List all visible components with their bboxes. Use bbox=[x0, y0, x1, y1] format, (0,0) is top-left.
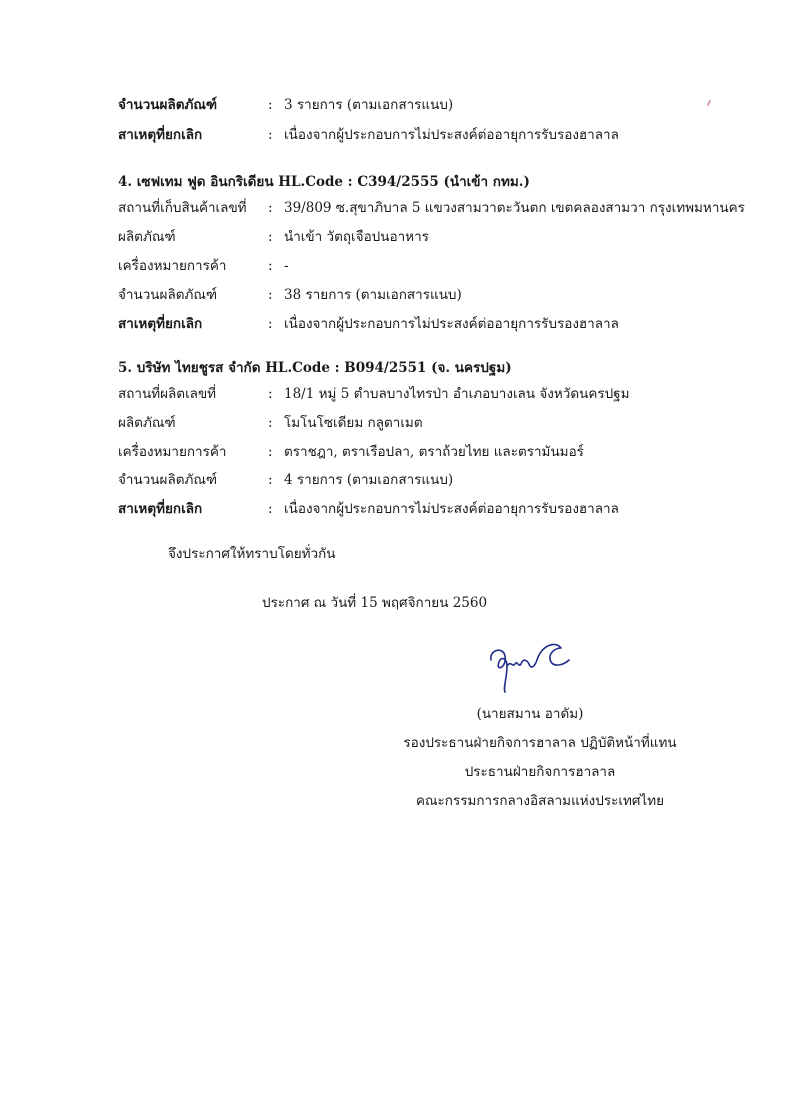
row-value: 3 รายการ (ตามเอกสารแนบ) bbox=[284, 97, 454, 113]
row-colon: : bbox=[268, 127, 273, 143]
sec5-row-reason bbox=[118, 500, 619, 518]
row-colon: : bbox=[268, 415, 273, 431]
handwritten-signature bbox=[485, 638, 575, 698]
row-colon: : bbox=[268, 501, 273, 517]
row-label: สาเหตุที่ยกเลิก bbox=[118, 501, 203, 517]
sec5-row-product bbox=[118, 414, 423, 432]
row-value: เนื่องจากผู้ประกอบการไม่ประสงค์ต่ออายุการรับรองฮาลาล bbox=[284, 127, 619, 143]
row-colon: : bbox=[268, 444, 273, 460]
row-value: 18/1 หมู่ 5 ตำบลบางไทรป่า อำเภอบางเลน จังหวัดนครปฐม bbox=[284, 386, 630, 402]
sec4-row-product bbox=[118, 228, 429, 246]
row-colon: : bbox=[268, 287, 273, 303]
row-label: จำนวนผลิตภัณฑ์ bbox=[118, 97, 218, 113]
row-value: 4 รายการ (ตามเอกสารแนบ) bbox=[284, 472, 454, 488]
row-value: เนื่องจากผู้ประกอบการไม่ประสงค์ต่ออายุการรับรองฮาลาล bbox=[284, 316, 619, 332]
sec4-row-location bbox=[118, 199, 745, 217]
row-value: ตราชฎา, ตราเรือปลา, ตราถ้วยไทย และตรามันมอร์ bbox=[284, 444, 584, 460]
row-label: เครื่องหมายการค้า bbox=[118, 258, 227, 274]
row-colon: : bbox=[268, 200, 273, 216]
row-value: เนื่องจากผู้ประกอบการไม่ประสงค์ต่ออายุการรับรองฮาลาล bbox=[284, 501, 619, 517]
sec4-heading: 4. เซฟเทม ฟูด อินกริเดียน HL.Code : C394/2555 (นำเข้า กทม.) bbox=[118, 174, 530, 190]
signer-title-3: คณะกรรมการกลางอิสลามแห่งประเทศไทย bbox=[415, 793, 665, 809]
row-label: เครื่องหมายการค้า bbox=[118, 444, 227, 460]
sec5-row-count bbox=[118, 471, 453, 489]
row-colon: : bbox=[268, 258, 273, 274]
sec3-row-count bbox=[118, 96, 453, 114]
row-value: 39/809 ซ.สุขาภิบาล 5 แขวงสามวาตะวันตก เขตคลองสามวา กรุงเทพมหานคร bbox=[284, 200, 745, 216]
signer-name: (นายสมาน อาดัม) bbox=[476, 706, 584, 722]
row-label: จำนวนผลิตภัณฑ์ bbox=[118, 287, 218, 303]
row-label: สถานที่ผลิตเลขที่ bbox=[118, 386, 217, 402]
stray-ink-mark bbox=[707, 100, 711, 106]
sec4-row-trademark bbox=[118, 257, 289, 275]
row-label: ผลิตภัณฑ์ bbox=[118, 229, 176, 245]
row-label: สาเหตุที่ยกเลิก bbox=[118, 316, 203, 332]
signer-title-2: ประธานฝ่ายกิจการฮาลาล bbox=[464, 764, 616, 780]
row-colon: : bbox=[268, 316, 273, 332]
sec5-row-trademark bbox=[118, 443, 584, 461]
row-colon: : bbox=[268, 386, 273, 402]
signer-title-1: รองประธานฝ่ายกิจการฮาลาล ปฏิบัติหน้าที่แทน bbox=[403, 735, 677, 751]
row-colon: : bbox=[268, 97, 273, 113]
row-value: นำเข้า วัตถุเจือปนอาหาร bbox=[284, 229, 429, 245]
row-label: สถานที่เก็บสินค้าเลขที่ bbox=[118, 200, 247, 216]
sec3-row-reason bbox=[118, 126, 619, 144]
row-value: 38 รายการ (ตามเอกสารแนบ) bbox=[284, 287, 462, 303]
row-label: สาเหตุที่ยกเลิก bbox=[118, 127, 203, 143]
announcement-date: ประกาศ ณ วันที่ 15 พฤศจิกายน 2560 bbox=[262, 595, 488, 611]
sec5-row-location bbox=[118, 385, 630, 403]
row-value: - bbox=[284, 258, 289, 274]
row-colon: : bbox=[268, 229, 273, 245]
row-colon: : bbox=[268, 472, 273, 488]
row-label: ผลิตภัณฑ์ bbox=[118, 415, 176, 431]
sec5-heading: 5. บริษัท ไทยชูรส จำกัด HL.Code : B094/2551 (จ. นครปฐม) bbox=[118, 360, 512, 376]
row-value: โมโนโซเดียม กลูตาเมต bbox=[284, 415, 423, 431]
sec4-row-count bbox=[118, 286, 462, 304]
row-label: จำนวนผลิตภัณฑ์ bbox=[118, 472, 218, 488]
closing-statement: จึงประกาศให้ทราบโดยทั่วกัน bbox=[168, 546, 336, 562]
sec4-row-reason bbox=[118, 315, 619, 333]
